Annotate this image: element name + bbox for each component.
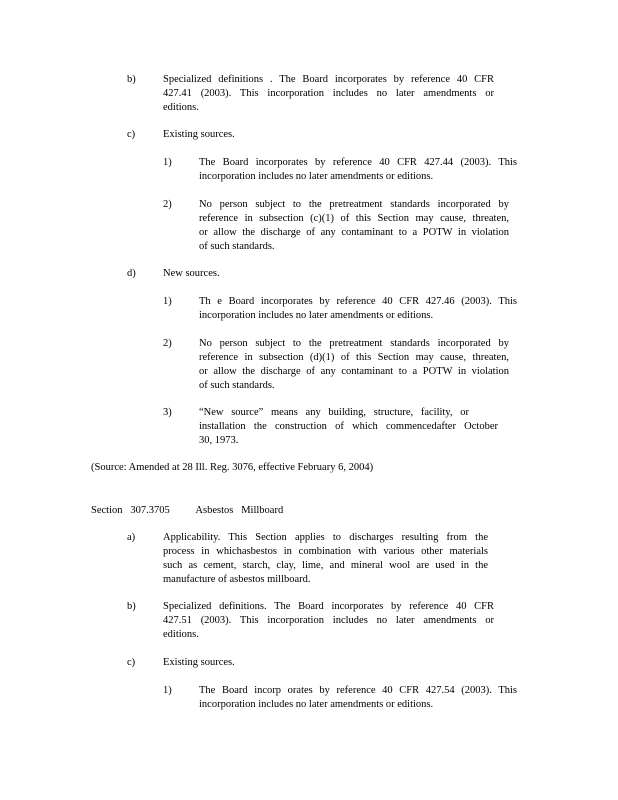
paragraph-existing-sources [163, 128, 494, 142]
text-line: of such standards. [199, 241, 275, 252]
text-line: 427.51 (2003). This incorporation includes no later amendments or [163, 615, 494, 626]
text-line: or allow the discharge of any contaminant to a POTW in violation [199, 366, 509, 377]
paragraph-prohibition [199, 198, 509, 254]
text-line: No person subject to the pretreatment standards incorporated by [199, 199, 509, 210]
item-label: b) [127, 601, 136, 612]
item-label: a) [127, 532, 136, 543]
text-line: manufacture of asbestos millboard. [163, 574, 311, 585]
text-line: incorporation includes no later amendments or editions. [199, 171, 434, 182]
text-line: Specialized definitions. The Board incorporates by reference 40 CFR [163, 601, 494, 612]
text-line: reference in subsection (c)(1) of this Section may cause, threaten, [199, 213, 509, 224]
text-line: The Board incorporates by reference 40 CFR 427.44 (2003). This [199, 157, 517, 168]
text-line: Specialized definitions . The Board incorporates by reference 40 CFR [163, 74, 494, 85]
paragraph-definition-new-source [199, 406, 498, 448]
text-line: (Source: Amended at 28 Ill. Reg. 3076, effective February 6, 2004) [91, 462, 374, 473]
paragraph-new-sources [163, 267, 494, 281]
item-label: 1) [163, 296, 172, 307]
text-line: New sources. [163, 268, 220, 279]
paragraph-incorporation [199, 684, 517, 712]
paragraph-applicability [163, 531, 488, 587]
item-label: 1) [163, 157, 172, 168]
text-line: The Board incorp orates by reference 40 CFR 427.54 (2003). This [199, 685, 517, 696]
text-line: Existing sources. [163, 657, 235, 668]
text-line: 30, 1973. [199, 435, 239, 446]
paragraph-specialized-definitions [163, 73, 494, 115]
text-line: or allow the discharge of any contaminant to a POTW in violation [199, 227, 509, 238]
text-line: reference in subsection (d)(1) of this Section may cause, threaten, [199, 352, 509, 363]
item-label: 3) [163, 407, 172, 418]
text-line: 427.41 (2003). This incorporation includes no later amendments or [163, 88, 494, 99]
source-note [91, 461, 411, 475]
text-line: incorporation includes no later amendments or editions. [199, 699, 434, 710]
text-line: editions. [163, 102, 199, 113]
text-line: “New source” means any building, structure, facility, or [199, 407, 469, 418]
text-line: incorporation includes no later amendments or editions. [199, 310, 434, 321]
item-label: 2) [163, 199, 172, 210]
item-label: b) [127, 74, 136, 85]
paragraph-incorporation [199, 156, 517, 184]
item-label: c) [127, 657, 136, 668]
text-line: Existing sources. [163, 129, 235, 140]
paragraph-incorporation [199, 295, 517, 323]
item-label: d) [127, 268, 136, 279]
text-line: of such standards. [199, 380, 275, 391]
text-line: Section 307.3705 Asbestos Millboard [91, 505, 284, 516]
section-heading [91, 504, 291, 518]
text-line: No person subject to the pretreatment standards incorporated by [199, 338, 509, 349]
item-label: c) [127, 129, 136, 140]
item-label: 1) [163, 685, 172, 696]
paragraph-specialized-definitions [163, 600, 494, 642]
text-line: process in whichasbestos in combination with various other materials [163, 546, 488, 557]
text-line: editions. [163, 629, 199, 640]
paragraph-prohibition [199, 337, 509, 393]
text-line: such as cement, starch, clay, lime, and mineral wool are used in the [163, 560, 488, 571]
item-label: 2) [163, 338, 172, 349]
text-line: installation the construction of which commencedafter October [199, 421, 498, 432]
paragraph-existing-sources [163, 656, 494, 670]
text-line: Th e Board incorporates by reference 40 CFR 427.46 (2003). This [199, 296, 517, 307]
text-line: Applicability. This Section applies to discharges resulting from the [163, 532, 488, 543]
